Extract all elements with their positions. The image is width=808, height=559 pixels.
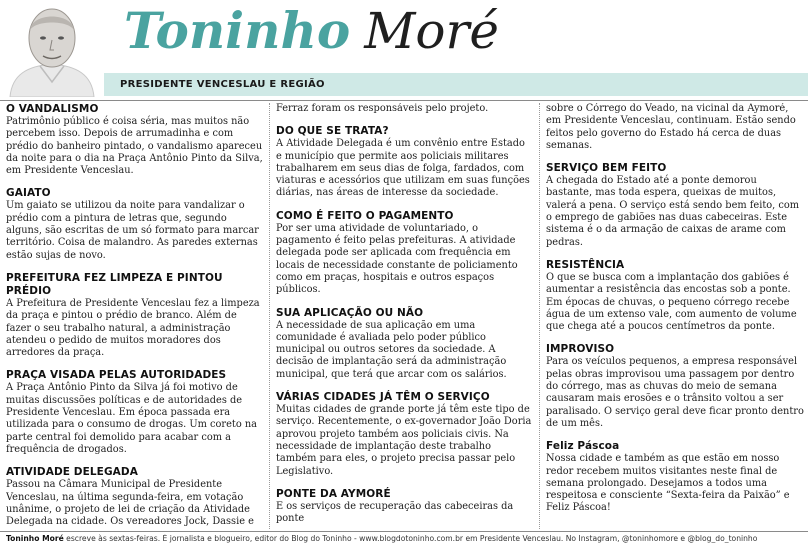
section xyxy=(546,162,804,249)
section-heading: GAIATO xyxy=(6,187,51,200)
author-photo xyxy=(2,2,102,97)
section-heading: PREFEITURA FEZ LIMPEZA E PINTOU PRÉDIO xyxy=(6,271,223,297)
section-heading: SERVIÇO BEM FEITO xyxy=(546,162,667,175)
section-heading: DO QUE SE TRATA? xyxy=(276,125,389,138)
section-heading: PRAÇA VISADA PELAS AUTORIDADES xyxy=(6,369,227,382)
footer-text: escreve às sextas-feiras. É jornalista e blogueiro, editor do Blog do Toninho - www.blogdotoninho.com.br em Presidente Venceslau. No Instagram, @toninhomore e @blog_do_toninho xyxy=(63,534,758,543)
section xyxy=(6,369,264,456)
column-title xyxy=(124,1,500,60)
section-heading: O VANDALISMO xyxy=(6,103,99,115)
header-subtitle: PRESIDENTE VENCESLAU E REGIÃO xyxy=(120,79,325,90)
section-heading: IMPROVISO xyxy=(546,343,615,356)
section-body: Muitas cidades de grande porte já têm este tipo de serviço. Recentemente, o ex-governador João Doria aprovou projeto também aos policiais civis. Na necessidade de implantação deste trabalho também para eles, o projeto precisa passar pelo Legislativo. xyxy=(276,404,532,477)
section-body: A necessidade de sua aplicação em uma comunidade é avaliada pelo poder público municipal ou outros setores da sociedade. A decisão de implantação será da administração municipal, que terá que arcar com os salários. xyxy=(276,319,507,380)
section-continued xyxy=(276,103,532,115)
section-body: sobre o Córrego do Veado, na vicinal da Aymoré, em Presidente Venceslau, continuam. Estão sendo feitos pelo governo do Estado há cerca de duas semanas. xyxy=(546,103,796,151)
section xyxy=(6,272,264,359)
column-3 xyxy=(546,103,804,529)
section xyxy=(546,259,804,333)
section-body: A chegada do Estado até a ponte demorou bastante, mas toda espera, queixas de muitos, valerá a pena. O serviço está sendo bem feito, com o emprego de gabiões nas duas cabeceiras. Este sistema é o da armação de caixas de arame com pedras. xyxy=(546,175,800,248)
section xyxy=(276,488,532,526)
section-continued xyxy=(546,103,804,152)
column-1 xyxy=(6,103,264,529)
section xyxy=(546,343,804,430)
section-body: Um gaiato se utilizou da noite para vandalizar o prédio com a pintura de letras que, segundo alguns, são escritas de um só formato para marcar território. Coisa de malandro. As paredes externas estão sujas de novo. xyxy=(6,200,259,261)
section-heading: COMO É FEITO O PAGAMENTO xyxy=(276,209,454,222)
section xyxy=(276,391,532,478)
column-2 xyxy=(276,103,532,529)
section-heading: Feliz Páscoa xyxy=(546,440,620,453)
section-body: Patrimônio público é coisa séria, mas muitos não percebem isso. Depois de arrumadinha e com prédio do banheiro pintado, o vandalismo apareceu da noite para o dia na Praça Antônio Pinto da Silva, em Presidente Venceslau. xyxy=(6,116,263,177)
column-divider xyxy=(539,103,540,529)
section xyxy=(546,440,804,514)
footer-author-name: Toninho Moré xyxy=(6,534,64,543)
section-body: Passou na Câmara Municipal de Presidente Venceslau, na última segunda-feira, em votação unânime, o projeto de lei de criação da Atividade Delegada na cidade. Os vereadores Jock, Dassie e xyxy=(6,479,254,528)
section xyxy=(276,125,532,199)
section-body: E os serviços de recuperação das cabeceiras da ponte xyxy=(276,500,514,525)
section-heading: RESISTÊNCIA xyxy=(546,258,625,271)
section-body: Por ser uma atividade de voluntariado, o pagamento é feito pelas prefeituras. A atividade delegada pode ser aplicada com frequência em locais de necessidade constante de policiamento como em praças, hospitais e outros espaços públicos. xyxy=(276,222,518,296)
section-heading: ATIVIDADE DELEGADA xyxy=(6,466,138,479)
section-body: A Praça Antônio Pinto da Silva já foi motivo de muitas discussões políticas e de autoridades de Presidente Venceslau. Em época passada era utilizada para o consumo de drogas. Um coreto na parte central foi demolido para acabar com a frequência de drogados. xyxy=(6,382,258,455)
section xyxy=(6,466,264,528)
section xyxy=(276,210,532,297)
section-body: O que se busca com a implantação dos gabiões é aumentar a resistência das encostas sob a ponte. Em épocas de chuvas, o pequeno córrego recebe água de um extenso vale, com aumento de volume que chega até a poucos centímetros da ponte. xyxy=(546,271,797,333)
section-heading: VÁRIAS CIDADES JÁ TÊM O SERVIÇO xyxy=(276,391,490,404)
section-body: Nossa cidade e também as que estão em nosso redor recebem muitos visitantes neste final de semana prolongado. Desejamos a todos uma respeitosa e consciente “Sexta-feira da Paixão” e Feliz Páscoa! xyxy=(546,453,790,514)
title-last-name: Moré xyxy=(364,2,500,60)
footer-rule xyxy=(0,531,808,532)
section-body: A Prefeitura de Presidente Venceslau fez a limpeza da praça e pintou o prédio de branco. Além de fazer o seu trabalho natural, a administração atendeu o pedido de muitos moradores dos arredores da praça. xyxy=(6,297,260,359)
column-divider xyxy=(269,103,270,529)
section-body: A Atividade Delegada é um convênio entre Estado e município que permite aos policiais militares trabalharem em seus dias de folga, fardados, com viaturas e acessórios que utilizam em suas funções diárias, nas áreas de interesse da sociedade. xyxy=(276,138,530,199)
section-body: Ferraz foram os responsáveis pelo projeto. xyxy=(276,103,489,114)
footer-credit xyxy=(6,534,806,543)
section xyxy=(6,187,264,261)
section xyxy=(276,307,532,381)
header-rule xyxy=(0,100,808,101)
section xyxy=(6,103,264,177)
column-header xyxy=(0,0,808,100)
section-body: Para os veículos pequenos, a empresa responsável pelas obras improvisou uma passagem por dentro do córrego, mas as chuvas do meio de semana causaram mais erosões e o trânsito voltou a ser paralisado. O serviço geral deve ficar pronto dentro de um mês. xyxy=(546,356,804,429)
title-first-name: Toninho xyxy=(124,1,351,60)
section-heading: PONTE DA AYMORÉ xyxy=(276,487,391,500)
section-heading: SUA APLICAÇÃO OU NÃO xyxy=(276,306,424,319)
